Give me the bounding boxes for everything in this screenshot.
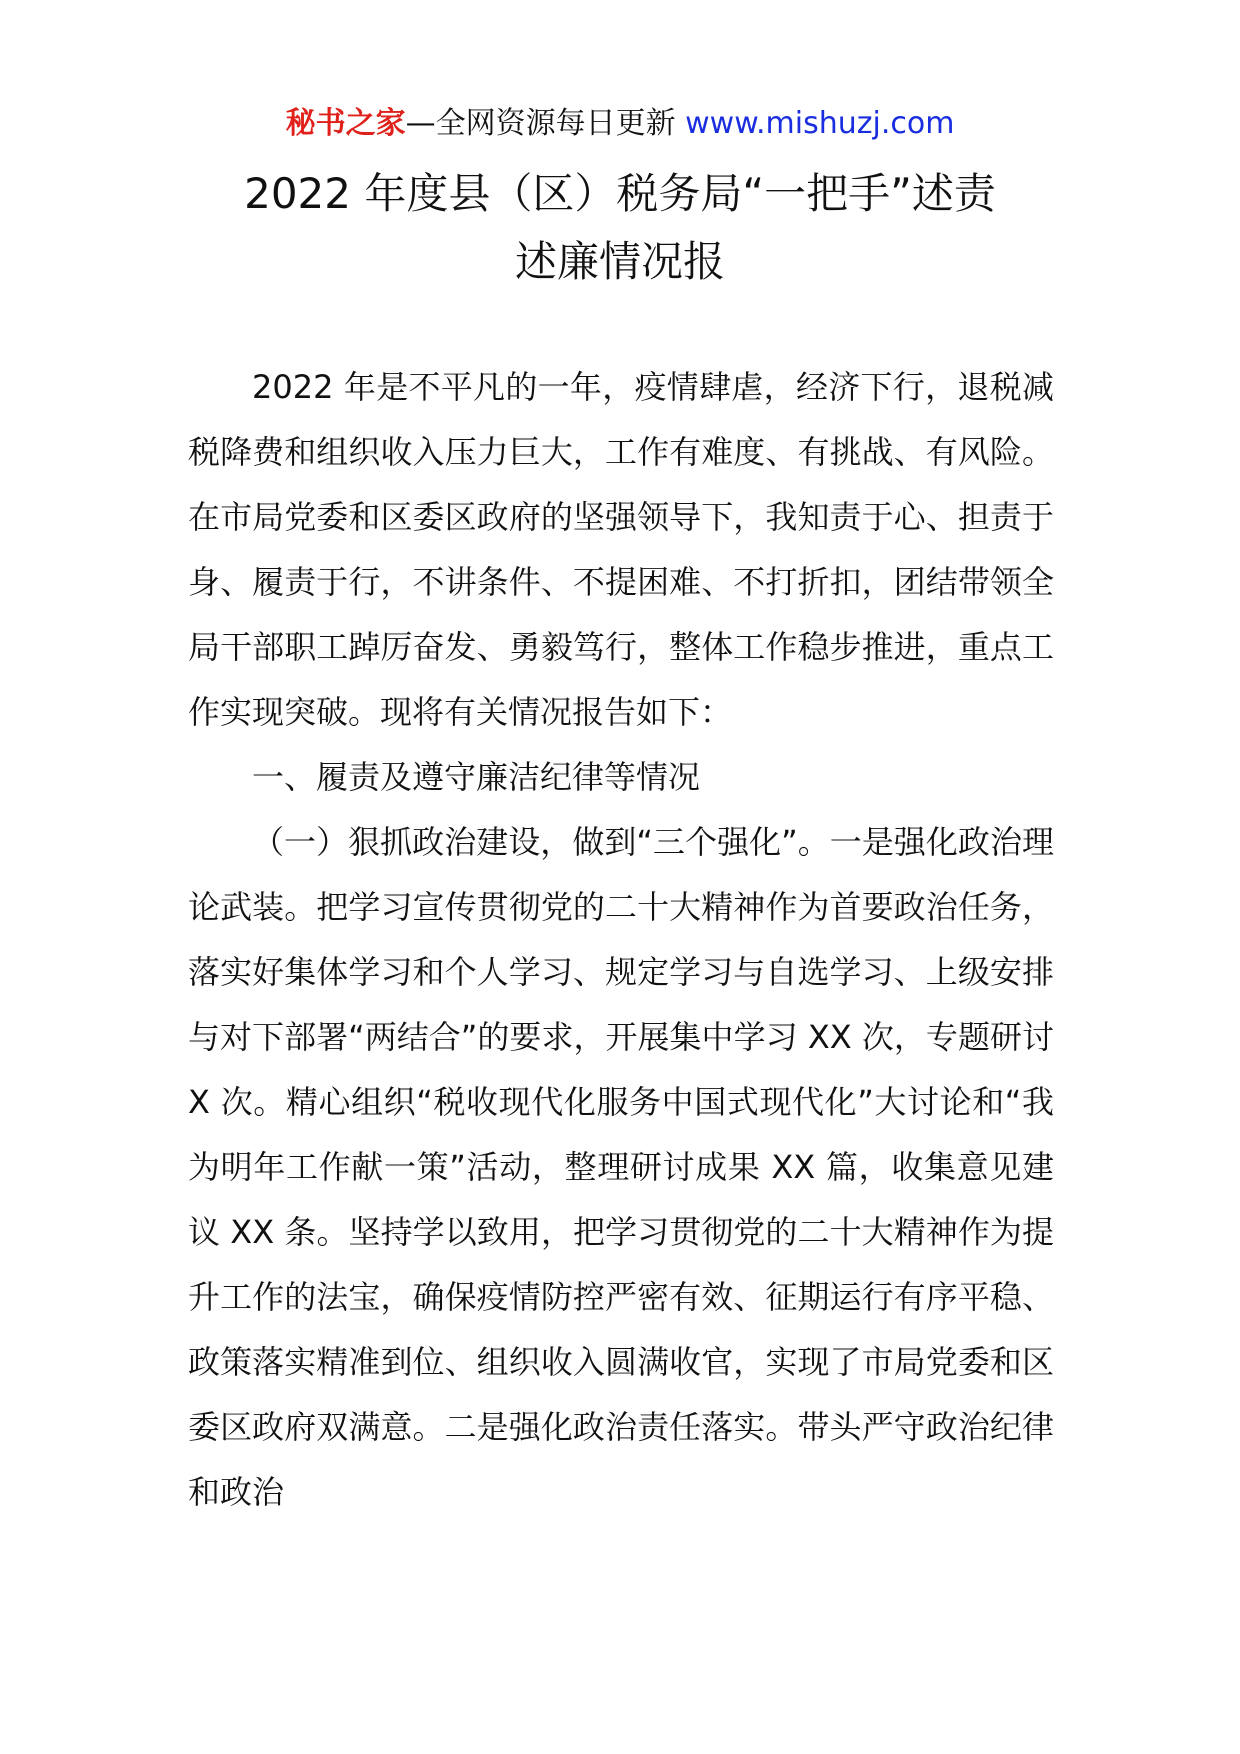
document-body [188,355,1054,1525]
title-line-1: 2022 年度县（区）税务局“一把手”述责 [244,169,996,218]
document-title [150,160,1090,296]
banner-brand: 秘书之家 [285,106,406,141]
title-line-2: 述廉情况报 [514,237,725,286]
section-heading-1: 一、履责及遵守廉洁纪律等情况 [252,758,701,796]
intro-paragraph: 2022 年是不平凡的一年，疫情肆虐，经济下行，退税减税降费和组织收入压力巨大，工作有难度、有挑战、有风险。在市局党委和区委区政府的坚强领导下，我知责于心、担责于身、履责于行，不讲条件、不提困难、不打折扣，团结带领全局干部职工踔厉奋发、勇毅笃行，整体工作稳步推进，重点工作实现突破。现将有关情况报告如下： [188,368,1054,731]
banner-site-link[interactable]: www.mishuzj.com [685,106,955,141]
banner-slogan: —全网资源每日更新 [405,106,676,141]
site-banner [0,100,1240,148]
section-1-paragraph-1: （一）狠抓政治建设，做到“三个强化”。一是强化政治理论武装。把学习宣传贯彻党的二十大精神作为首要政治任务，落实好集体学习和个人学习、规定学习与自选学习、上级安排与对下部署“两结合”的要求，开展集中学习 XX 次，专题研讨 X 次。精心组织“税收现代化服务中国式现代化”大讨论和“我为明年工作献一策”活动，整理研讨成果 XX 篇，收集意见建议 XX 条。坚持学以致用，把学习贯彻党的二十大精神作为提升工作的法宝，确保疫情防控严密有效、征期运行有序平稳、政策落实精准到位、组织收入圆满收官，实现了市局党委和区委区政府双满意。二是强化政治责任落实。带头严守政治纪律和政治 [188,823,1054,1511]
